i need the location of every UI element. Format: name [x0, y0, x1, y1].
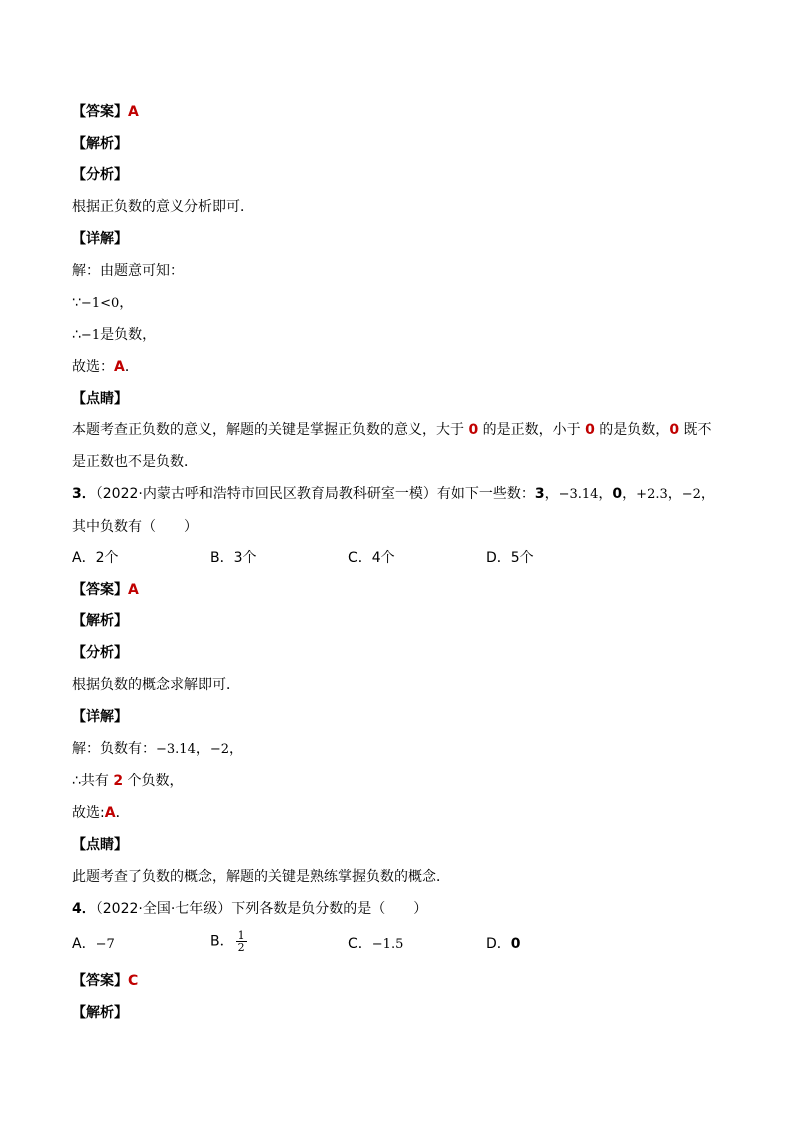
math-expr: −3.14 — [156, 742, 196, 757]
q3-option-d: D．5个 — [486, 550, 534, 566]
option-value: 0 — [510, 936, 521, 952]
detail-text: 个负数， — [123, 773, 184, 789]
fraction — [236, 930, 247, 953]
question-number: 4． — [72, 901, 96, 917]
analysis-text: 根据负数的概念求解即可． — [72, 677, 240, 693]
number-value: −3.14 — [558, 487, 599, 502]
punct: ， — [544, 486, 559, 502]
answer-tag: 【答案】 — [72, 973, 128, 989]
xiangjie-heading: 【详解】 — [72, 709, 128, 725]
q3-option-a: A．2个 — [72, 550, 119, 566]
choice-text: 故选： — [72, 359, 114, 375]
highlight-zero: 0 — [669, 422, 680, 438]
summary-text: 此题考查了负数的概念，解题的关键是熟练掌握负数的概念． — [72, 869, 450, 885]
option-label: C． — [348, 936, 372, 952]
math-expr: −1<0 — [80, 296, 120, 311]
detail-text: 是负数， — [100, 327, 157, 343]
number-value: 3 — [534, 486, 545, 502]
detail-line-3 — [72, 804, 130, 822]
punct: ． — [124, 359, 139, 375]
punct: ， — [598, 486, 613, 502]
therefore-symbol: ∴ — [72, 327, 81, 343]
answer-tag: 【答案】 — [72, 104, 128, 120]
punct: ， — [667, 486, 682, 502]
q3-option-c: C．4个 — [348, 550, 395, 566]
punct: ． — [115, 805, 130, 821]
detail-line-2 — [72, 772, 184, 790]
punct: ， — [229, 741, 244, 757]
option-label: B． — [210, 933, 234, 950]
answer-line — [72, 581, 139, 599]
answer-value: A — [128, 104, 139, 120]
option-label: A． — [72, 936, 96, 952]
answer-line — [72, 972, 138, 990]
q4-option-b — [210, 930, 247, 953]
analysis-text: 根据正负数的意义分析即可． — [72, 199, 254, 215]
highlight-number: 2 — [113, 773, 124, 789]
answer-value: A — [128, 582, 139, 598]
q4-option-c — [348, 935, 403, 954]
question-text: 下列各数是负分数的是（ ） — [231, 901, 428, 917]
summary-text: 本题考查正负数的意义，解题的关键是掌握正负数的意义，大于 — [72, 422, 469, 438]
punct: ， — [622, 486, 637, 502]
q4-option-a — [72, 935, 115, 954]
detail-line-1: 解：由题意可知： — [72, 263, 184, 279]
question-source: （2022·全国·七年级） — [95, 901, 232, 917]
math-expr: −1 — [80, 328, 101, 343]
question-number: 3． — [72, 486, 96, 502]
option-value: −7 — [95, 937, 115, 952]
numerator: 1 — [237, 929, 245, 942]
detail-text: 解：负数有： — [72, 741, 156, 757]
jiexi-heading: 【解析】 — [72, 613, 128, 629]
number-value: −2 — [681, 487, 701, 502]
q4-option-d — [486, 935, 521, 953]
summary-text: 的是负数， — [594, 422, 670, 438]
because-symbol: ∵ — [72, 295, 81, 311]
answer-tag: 【答案】 — [72, 582, 128, 598]
punct: ， — [119, 295, 134, 311]
question-4 — [72, 900, 427, 918]
detail-line-4 — [72, 358, 139, 376]
q3-option-b: B．3个 — [210, 550, 257, 566]
detail-line-3 — [72, 326, 156, 345]
answer-value: C — [128, 973, 139, 989]
fenxi-heading: 【分析】 — [72, 167, 128, 183]
xiangjie-heading: 【详解】 — [72, 231, 128, 247]
choice-answer: A — [114, 359, 125, 375]
detail-line-2 — [72, 294, 133, 313]
detail-line-1 — [72, 740, 243, 759]
question-text: ，其中负数有（ ） — [72, 486, 715, 535]
summary-text: 的是正数，小于 — [478, 422, 586, 438]
question-3 — [72, 478, 722, 543]
fenxi-heading: 【分析】 — [72, 645, 128, 661]
dianjing-heading: 【点睛】 — [72, 391, 128, 407]
number-value: 0 — [612, 486, 623, 502]
denominator: 2 — [237, 941, 245, 954]
choice-answer: A — [104, 805, 116, 821]
math-expr: −2 — [209, 742, 230, 757]
summary-paragraph — [72, 414, 722, 478]
punct: ， — [195, 741, 210, 757]
choice-text: 故选: — [72, 805, 105, 821]
option-label: D． — [486, 936, 511, 952]
dianjing-heading: 【点睛】 — [72, 837, 128, 853]
jiexi-heading: 【解析】 — [72, 136, 128, 152]
jiexi-heading: 【解析】 — [72, 1005, 128, 1021]
question-source: （2022·内蒙古呼和浩特市回民区教育局教科研室一模） — [95, 486, 437, 502]
question-text: 有如下一些数： — [436, 486, 535, 502]
detail-text: ∴共有 — [72, 773, 114, 789]
number-value: +2.3 — [636, 487, 668, 502]
highlight-zero: 0 — [585, 422, 595, 438]
highlight-zero: 0 — [468, 422, 479, 438]
answer-line — [72, 103, 139, 121]
option-value: −1.5 — [371, 937, 404, 952]
summary-text: 既不是正数也不是负数． — [72, 422, 712, 470]
